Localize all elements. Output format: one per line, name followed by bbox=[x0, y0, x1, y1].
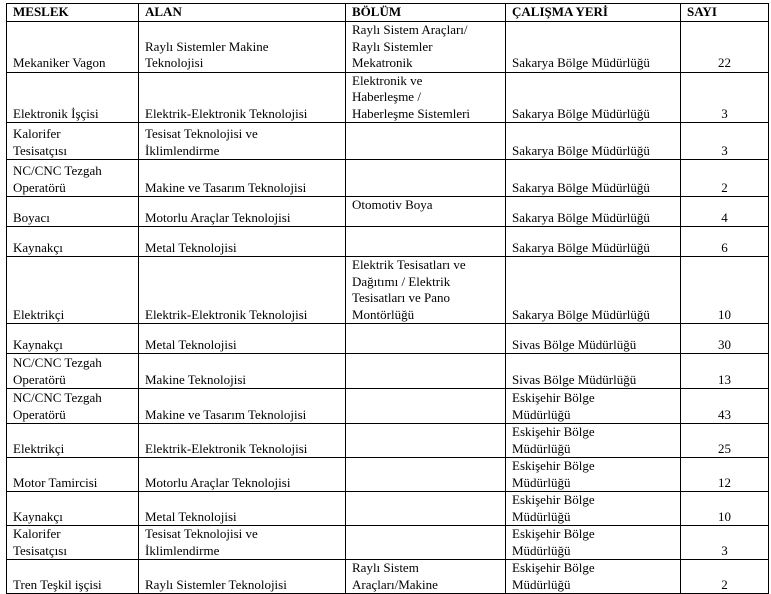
cell-bolum: Elektrik Tesisatları ve Dağıtımı / Elektrik Tesisatları ve Pano Montörlüğü bbox=[346, 257, 506, 324]
cell-alan: Metal Teknolojisi bbox=[139, 492, 346, 526]
cell-sayi: 12 bbox=[681, 458, 769, 492]
cell-alan: Tesisat Teknolojisi ve İklimlendirme bbox=[139, 123, 346, 160]
table-row bbox=[7, 492, 769, 526]
cell-calisma-yeri: Eskişehir Bölge Müdürlüğü bbox=[506, 424, 681, 458]
cell-alan: Tesisat Teknolojisi ve İklimlendirme bbox=[139, 526, 346, 560]
personnel-table bbox=[6, 3, 769, 594]
table-row bbox=[7, 560, 769, 594]
cell-calisma-yeri: Sakarya Bölge Müdürlüğü bbox=[506, 123, 681, 160]
table-row bbox=[7, 324, 769, 354]
cell-sayi: 10 bbox=[681, 257, 769, 324]
cell-bolum bbox=[346, 424, 506, 458]
cell-meslek: NC/CNC Tezgah Operatörü bbox=[7, 389, 139, 424]
cell-meslek: Elektronik İşçisi bbox=[7, 72, 139, 123]
cell-bolum: Raylı Sistem Araçları/ Raylı Sistemler Mekatronik bbox=[346, 22, 506, 73]
cell-bolum bbox=[346, 492, 506, 526]
cell-calisma-yeri: Eskişehir Bölge Müdürlüğü bbox=[506, 526, 681, 560]
table-header-row bbox=[7, 4, 769, 22]
cell-calisma-yeri: Eskişehir Bölge Müdürlüğü bbox=[506, 389, 681, 424]
table-row bbox=[7, 389, 769, 424]
cell-meslek: Boyacı bbox=[7, 197, 139, 227]
table-row bbox=[7, 123, 769, 160]
cell-bolum bbox=[346, 160, 506, 197]
table-row bbox=[7, 197, 769, 227]
cell-meslek: Kaynakçı bbox=[7, 227, 139, 257]
cell-alan: Makine Teknolojisi bbox=[139, 354, 346, 389]
cell-alan: Motorlu Araçlar Teknolojisi bbox=[139, 197, 346, 227]
cell-calisma-yeri: Sakarya Bölge Müdürlüğü bbox=[506, 257, 681, 324]
cell-calisma-yeri: Sakarya Bölge Müdürlüğü bbox=[506, 22, 681, 73]
cell-calisma-yeri: Sakarya Bölge Müdürlüğü bbox=[506, 227, 681, 257]
cell-alan: Elektrik-Elektronik Teknolojisi bbox=[139, 257, 346, 324]
table-row bbox=[7, 227, 769, 257]
table-row bbox=[7, 72, 769, 123]
table-row bbox=[7, 458, 769, 492]
header-bolum: BÖLÜM bbox=[346, 4, 506, 22]
cell-alan: Makine ve Tasarım Teknolojisi bbox=[139, 160, 346, 197]
cell-calisma-yeri: Sivas Bölge Müdürlüğü bbox=[506, 354, 681, 389]
cell-alan: Motorlu Araçlar Teknolojisi bbox=[139, 458, 346, 492]
cell-alan: Makine ve Tasarım Teknolojisi bbox=[139, 389, 346, 424]
cell-calisma-yeri: Eskişehir Bölge Müdürlüğü bbox=[506, 458, 681, 492]
cell-bolum bbox=[346, 389, 506, 424]
cell-alan: Metal Teknolojisi bbox=[139, 227, 346, 257]
cell-alan: Elektrik-Elektronik Teknolojisi bbox=[139, 424, 346, 458]
cell-sayi: 30 bbox=[681, 324, 769, 354]
cell-calisma-yeri: Eskişehir Bölge Müdürlüğü bbox=[506, 492, 681, 526]
cell-alan: Raylı Sistemler Teknolojisi bbox=[139, 560, 346, 594]
table-row bbox=[7, 160, 769, 197]
cell-bolum: Elektronik ve Haberleşme / Haberleşme Sistemleri bbox=[346, 72, 506, 123]
header-sayi: SAYI bbox=[681, 4, 769, 22]
table-row bbox=[7, 526, 769, 560]
cell-meslek: Elektrikçi bbox=[7, 257, 139, 324]
cell-sayi: 3 bbox=[681, 72, 769, 123]
cell-sayi: 2 bbox=[681, 560, 769, 594]
cell-calisma-yeri: Eskişehir Bölge Müdürlüğü bbox=[506, 560, 681, 594]
cell-alan: Raylı Sistemler Makine Teknolojisi bbox=[139, 22, 346, 73]
header-alan: ALAN bbox=[139, 4, 346, 22]
header-meslek: MESLEK bbox=[7, 4, 139, 22]
cell-sayi: 3 bbox=[681, 123, 769, 160]
cell-bolum bbox=[346, 324, 506, 354]
cell-bolum bbox=[346, 526, 506, 560]
table-body bbox=[7, 22, 769, 594]
cell-alan: Elektrik-Elektronik Teknolojisi bbox=[139, 72, 346, 123]
cell-calisma-yeri: Sakarya Bölge Müdürlüğü bbox=[506, 72, 681, 123]
cell-alan: Metal Teknolojisi bbox=[139, 324, 346, 354]
cell-calisma-yeri: Sakarya Bölge Müdürlüğü bbox=[506, 197, 681, 227]
cell-calisma-yeri: Sakarya Bölge Müdürlüğü bbox=[506, 160, 681, 197]
cell-bolum: Raylı Sistem Araçları/Makine bbox=[346, 560, 506, 594]
cell-meslek: Kalorifer Tesisatçısı bbox=[7, 526, 139, 560]
table-row bbox=[7, 22, 769, 73]
cell-meslek: Motor Tamircisi bbox=[7, 458, 139, 492]
cell-meslek: Elektrikçi bbox=[7, 424, 139, 458]
cell-bolum bbox=[346, 354, 506, 389]
header-calisma-yeri: ÇALIŞMA YERİ bbox=[506, 4, 681, 22]
cell-bolum bbox=[346, 458, 506, 492]
table-row bbox=[7, 354, 769, 389]
cell-meslek: Kalorifer Tesisatçısı bbox=[7, 123, 139, 160]
cell-meslek: Tren Teşkil işçisi bbox=[7, 560, 139, 594]
cell-meslek: NC/CNC Tezgah Operatörü bbox=[7, 354, 139, 389]
cell-meslek: Mekaniker Vagon bbox=[7, 22, 139, 73]
cell-sayi: 22 bbox=[681, 22, 769, 73]
cell-bolum: Otomotiv Boya bbox=[346, 197, 506, 227]
cell-meslek: Kaynakçı bbox=[7, 492, 139, 526]
cell-bolum bbox=[346, 123, 506, 160]
cell-sayi: 2 bbox=[681, 160, 769, 197]
table-row bbox=[7, 257, 769, 324]
cell-sayi: 25 bbox=[681, 424, 769, 458]
cell-meslek: Kaynakçı bbox=[7, 324, 139, 354]
cell-bolum bbox=[346, 227, 506, 257]
cell-calisma-yeri: Sivas Bölge Müdürlüğü bbox=[506, 324, 681, 354]
cell-sayi: 6 bbox=[681, 227, 769, 257]
cell-sayi: 43 bbox=[681, 389, 769, 424]
cell-sayi: 10 bbox=[681, 492, 769, 526]
cell-sayi: 4 bbox=[681, 197, 769, 227]
table-row bbox=[7, 424, 769, 458]
cell-sayi: 3 bbox=[681, 526, 769, 560]
cell-meslek: NC/CNC Tezgah Operatörü bbox=[7, 160, 139, 197]
cell-sayi: 13 bbox=[681, 354, 769, 389]
